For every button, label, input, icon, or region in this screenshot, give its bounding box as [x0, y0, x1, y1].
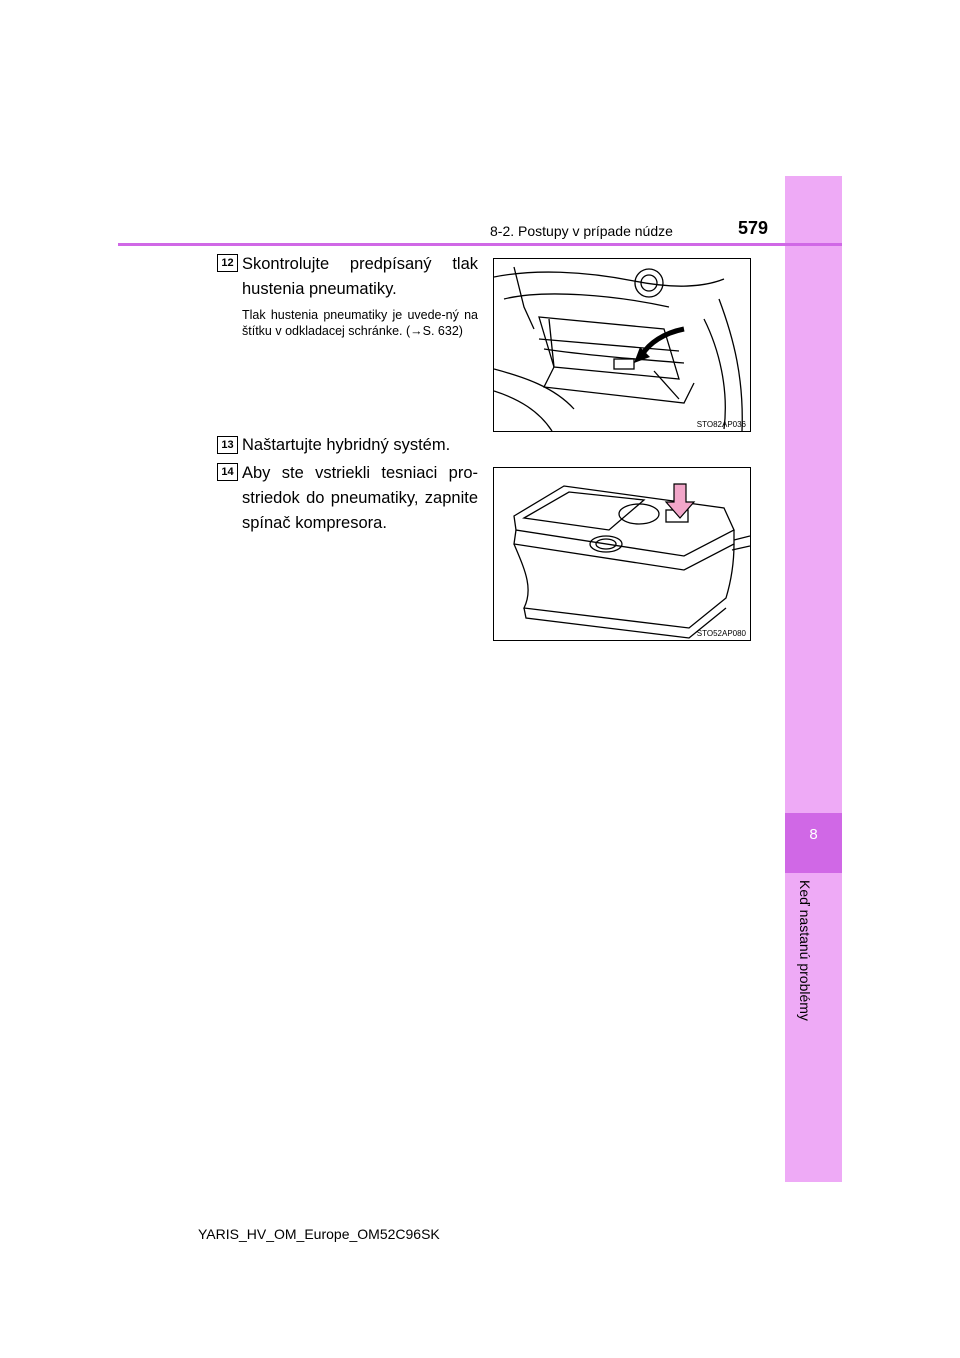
- chapter-number: 8: [809, 826, 818, 843]
- step-14-text: Aby ste vstriekli tesniaci pro-striedok do pneumatiky, zapnite spínač kompresora.: [242, 464, 478, 532]
- chapter-title: Keď nastanú problémy: [797, 880, 813, 1021]
- figure-code-1: STO82AP036: [696, 420, 746, 429]
- step-number-14: 14: [217, 463, 238, 481]
- step-13-text: Naštartujte hybridný systém.: [242, 436, 451, 454]
- header-divider: [118, 243, 842, 246]
- step-number-12: 12: [217, 254, 238, 272]
- step-12-text: Skontrolujte predpísaný tlak hustenia pneumatiky.: [242, 255, 478, 298]
- chapter-tab-active[interactable]: [785, 813, 842, 873]
- figure-code-2: STO52AP080: [696, 629, 746, 638]
- section-title: 8-2. Postupy v prípade núdze: [490, 223, 673, 239]
- chapter-side-tab: [785, 176, 842, 1182]
- step-12-note: Tlak hustenia pneumatiky je uvede-ný na štítku v odkladacej schránke. (→S. 632): [242, 308, 478, 338]
- compressor-illustration: [493, 467, 751, 641]
- page-number: 579: [738, 218, 769, 238]
- glovebox-illustration: [493, 258, 751, 432]
- step-number-13: 13: [217, 436, 238, 454]
- compressor-drawing: [494, 468, 750, 640]
- glovebox-drawing: [494, 259, 750, 431]
- document-id: YARIS_HV_OM_Europe_OM52C96SK: [198, 1226, 440, 1242]
